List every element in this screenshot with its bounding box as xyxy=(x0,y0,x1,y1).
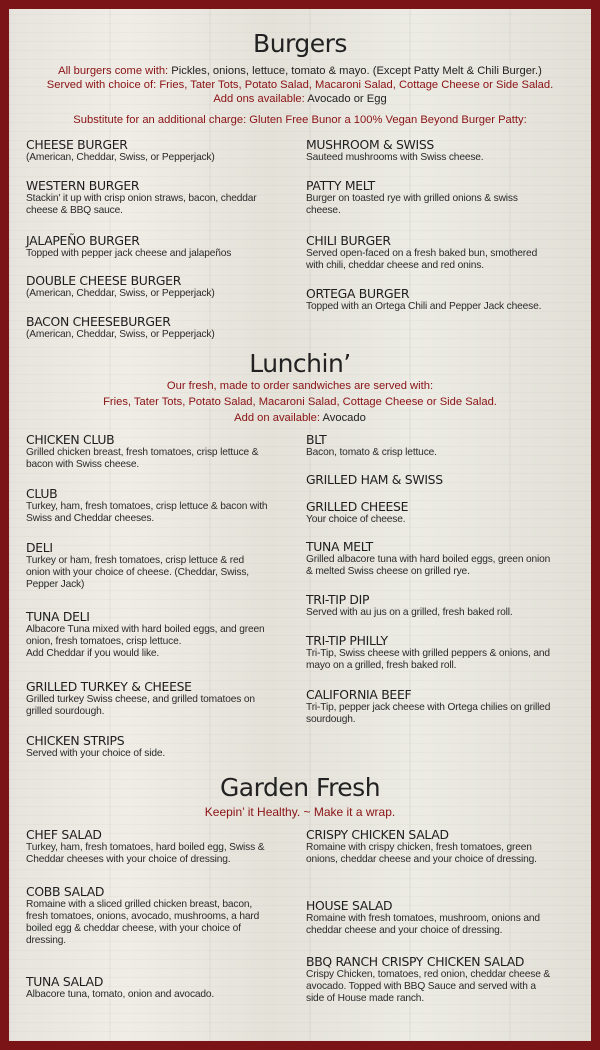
item-desc: Topped with pepper jack cheese and jalapeños xyxy=(26,248,232,259)
item-desc: Turkey, ham, fresh tomatoes, hard boiled egg, Swiss & Cheddar cheeses with your choice of dressing. xyxy=(26,842,265,865)
menu-item xyxy=(306,433,551,459)
item-name: CHICKEN STRIPS xyxy=(26,733,125,748)
item-desc: Turkey or ham, fresh tomatoes, crisp lettuce & red onion with your choice of cheese. (Cheddar, Swiss, Pepper Jack) xyxy=(26,555,249,590)
menu-item xyxy=(26,315,269,341)
menu-item xyxy=(306,688,551,726)
menu-item xyxy=(26,734,269,760)
lunchin-note-served: Our fresh, made to order sandwiches are served with: xyxy=(166,380,434,392)
item-name: COBB SALAD xyxy=(26,884,105,899)
burgers-title: Burgers xyxy=(253,29,347,58)
item-desc: Romaine with a sliced grilled chicken breast, bacon, fresh tomatoes, onions, avocado, mushrooms, a hard boiled egg & cheddar cheese, with your choice of dressing. xyxy=(26,899,260,946)
burgers-note-substitute: Substitute for an additional charge: Gluten Free Bunor a 100% Vegan Beyond Burger Patty: xyxy=(73,114,527,126)
item-name: CLUB xyxy=(26,486,58,501)
item-name: TRI-TIP PHILLY xyxy=(306,633,388,648)
burgers-note-addons xyxy=(9,92,591,106)
lunchin-title: Lunchin’ xyxy=(249,349,351,378)
item-name: MUSHROOM & SWISS xyxy=(306,137,434,152)
item-desc: Grilled turkey Swiss cheese, and grilled tomatoes on grilled sourdough. xyxy=(26,694,255,717)
item-desc: Bacon, tomato & crisp lettuce. xyxy=(306,447,437,458)
burgers-note-addons-label: Add ons available: xyxy=(213,93,305,105)
item-desc: Served open-faced on a fresh baked bun, smothered with chili, cheddar cheese and red onins. xyxy=(306,248,538,271)
item-desc: Burger on toasted rye with grilled onions & swiss cheese. xyxy=(306,193,518,216)
item-name: CHICKEN CLUB xyxy=(26,432,115,447)
menu-item xyxy=(306,473,551,487)
menu-item xyxy=(306,540,551,578)
item-desc: Topped with an Ortega Chili and Pepper Jack cheese. xyxy=(306,301,542,312)
menu-item xyxy=(306,500,551,526)
item-desc: Your choice of cheese. xyxy=(306,514,406,525)
menu-item xyxy=(306,955,551,1005)
item-name: BLT xyxy=(306,432,327,447)
menu-item xyxy=(26,680,269,718)
lunchin-note-sides: Fries, Tater Tots, Potato Salad, Macaroni Salad, Cottage Cheese or Side Salad. xyxy=(103,396,497,408)
item-desc: Tri-Tip, pepper jack cheese with Ortega chilies on grilled sourdough. xyxy=(306,702,551,725)
item-desc: Stackin' it up with crisp onion straws, bacon, cheddar cheese & BBQ sauce. xyxy=(26,193,257,216)
item-name: HOUSE SALAD xyxy=(306,898,393,913)
burgers-note-addons-value: Avocado or Egg xyxy=(304,93,387,105)
item-name: PATTY MELT xyxy=(306,178,375,193)
lunchin-note-addon-value: Avocado xyxy=(320,412,366,424)
menu-item xyxy=(26,234,269,260)
lunchin-note-addon-label: Add on available: xyxy=(234,412,320,424)
menu-item xyxy=(306,179,551,217)
burgers-note-includes-label: All burgers come with: xyxy=(58,65,169,77)
item-desc: Grilled chicken breast, fresh tomatoes, crisp lettuce & bacon with Swiss cheese. xyxy=(26,447,259,470)
item-desc: (American, Cheddar, Swiss, or Pepperjack) xyxy=(26,288,215,299)
burgers-note-sides: Served with choice of: Fries, Tater Tots, Potato Salad, Macaroni Salad, Cottage Cheese or Side Salad. xyxy=(46,79,554,91)
item-desc: Served with au jus on a grilled, fresh baked roll. xyxy=(306,607,513,618)
item-desc: Romaine with fresh tomatoes, mushroom, onions and cheddar cheese and your choice of dressing. xyxy=(306,913,540,936)
menu-item xyxy=(26,179,269,217)
menu-item xyxy=(306,634,551,672)
menu-item xyxy=(26,541,269,591)
item-desc: Albacore Tuna mixed with hard boiled eggs, and green onion, fresh tomatoes, crisp lettuce. Add Cheddar if you would like. xyxy=(26,624,265,659)
item-desc: Tri-Tip, Swiss cheese with grilled peppers & onions, and mayo on a grilled, fresh baked roll. xyxy=(306,648,550,671)
item-name: CRISPY CHICKEN SALAD xyxy=(306,827,449,842)
item-desc: Turkey, ham, fresh tomatoes, crisp lettuce & bacon with Swiss and Cheddar cheeses. xyxy=(26,501,268,524)
menu-item xyxy=(306,593,551,619)
item-name: CALIFORNIA BEEF xyxy=(306,687,412,702)
item-name: TUNA DELI xyxy=(26,609,90,624)
menu-item xyxy=(306,234,551,272)
item-name: BBQ RANCH CRISPY CHICKEN SALAD xyxy=(306,954,525,969)
item-name: TUNA SALAD xyxy=(26,974,104,989)
menu-page xyxy=(9,9,591,1041)
item-desc: Sauteed mushrooms with Swiss cheese. xyxy=(306,152,484,163)
item-name: CHEESE BURGER xyxy=(26,137,128,152)
lunchin-note-addon xyxy=(9,411,591,425)
item-name: BACON CHEESEBURGER xyxy=(26,314,171,329)
burgers-note-includes-value: Pickles, onions, lettuce, tomato & mayo. (Except Patty Melt & Chili Burger.) xyxy=(168,65,542,77)
item-name: GRILLED TURKEY & CHEESE xyxy=(26,679,192,694)
item-name: GRILLED HAM & SWISS xyxy=(306,472,443,487)
menu-item xyxy=(26,433,269,471)
menu-item xyxy=(26,138,269,164)
menu-item xyxy=(26,885,269,947)
menu-item xyxy=(26,610,269,660)
menu-item xyxy=(26,487,269,525)
item-desc: Grilled albacore tuna with hard boiled eggs, green onion & melted Swiss cheese on grilled rye. xyxy=(306,554,551,577)
item-name: CHILI BURGER xyxy=(306,233,391,248)
menu-item xyxy=(26,828,269,866)
item-name: JALAPEÑO BURGER xyxy=(26,233,140,248)
item-name: TRI-TIP DIP xyxy=(306,592,370,607)
menu-item xyxy=(26,274,269,300)
item-name: ORTEGA BURGER xyxy=(306,286,410,301)
item-name: WESTERN BURGER xyxy=(26,178,140,193)
item-name: DELI xyxy=(26,540,53,555)
item-desc: Romaine with crispy chicken, fresh tomatoes, green onions, cheddar cheese and your choice of dressing. xyxy=(306,842,537,865)
item-desc: Crispy Chicken, tomatoes, red onion, cheddar cheese & avocado. Topped with BBQ Sauce and served with a side of House made ranch. xyxy=(306,969,551,1004)
item-name: CHEF SALAD xyxy=(26,827,102,842)
burgers-note-includes xyxy=(9,64,591,78)
menu-item xyxy=(26,975,269,1001)
item-name: DOUBLE CHEESE BURGER xyxy=(26,273,182,288)
menu-item xyxy=(306,287,551,313)
item-name: TUNA MELT xyxy=(306,539,373,554)
item-desc: Served with your choice of side. xyxy=(26,748,166,759)
item-desc: Albacore tuna, tomato, onion and avocado. xyxy=(26,989,215,1000)
garden-title: Garden Fresh xyxy=(219,773,381,802)
garden-note: Keepin’ it Healthy. ~ Make it a wrap. xyxy=(204,805,396,819)
item-desc: (American, Cheddar, Swiss, or Pepperjack) xyxy=(26,329,215,340)
menu-item xyxy=(306,828,551,866)
menu-item xyxy=(306,138,551,164)
menu-item xyxy=(306,899,551,937)
item-desc: (American, Cheddar, Swiss, or Pepperjack) xyxy=(26,152,215,163)
item-name: GRILLED CHEESE xyxy=(306,499,409,514)
